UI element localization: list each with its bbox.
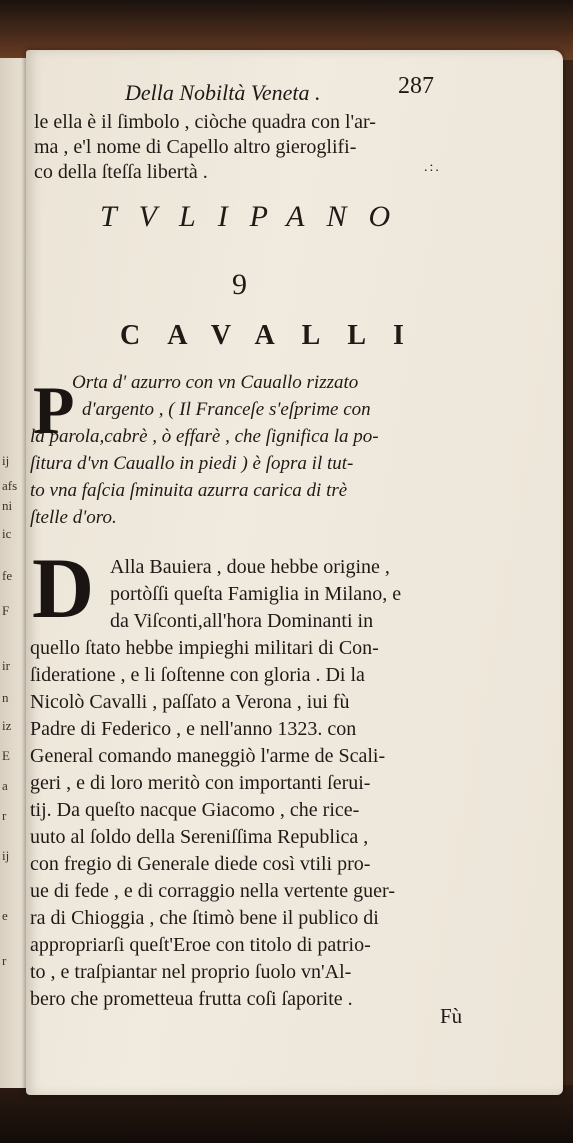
text-line: ra di Chioggia , che ſtimò bene il publico di [30, 907, 379, 929]
prev-page-mark: F [2, 603, 10, 618]
text-line: to vna faſcia ſminuita azurra carica di trè [30, 480, 348, 501]
section-number: 9 [232, 268, 247, 301]
section-title: TVLIPANO [100, 200, 413, 233]
text-line: Alla Bauiera , doue hebbe origine , [110, 556, 390, 578]
prev-page-mark: r [2, 953, 7, 968]
prev-page-mark: n [2, 690, 9, 705]
prev-page-mark: ij [2, 848, 10, 863]
ornament: .:. [424, 160, 441, 175]
text-line: ma , e'l nome di Capello altro gieroglifi- [34, 136, 357, 158]
text-line: co della ſteſſa libertà . [34, 161, 208, 183]
text-line: appropriarſi queſt'Eroe con titolo di patrio- [30, 934, 371, 956]
prev-page-mark: fe [2, 568, 13, 583]
text-line: tij. Da queſto nacque Giacomo , che rice- [30, 799, 360, 821]
text-line: la parola,cabrè , ò effarè , che ſignifica la po- [30, 426, 379, 447]
text-line: bero che prometteua frutta coſi ſaporite . [30, 988, 353, 1010]
text-line: con fregio di Generale diede così vtili pro- [30, 853, 371, 875]
text-line: ſitura d'vn Cauallo in piedi ) è ſopra il tut- [30, 453, 354, 474]
text-line: General comando maneggiò l'arme de Scali- [30, 745, 386, 767]
prev-page-mark: e [2, 908, 8, 923]
drop-cap: D [32, 540, 95, 636]
prev-page-mark: r [2, 808, 7, 823]
text-line: to , e traſpiantar nel proprio ſuolo vn'Al- [30, 961, 352, 983]
catchword: Fù [440, 1004, 463, 1028]
prev-page-mark: a [2, 778, 8, 793]
text-line: ſideratione , e li ſoſtenne con gloria . Di la [30, 664, 365, 686]
page-number: 287 [398, 73, 434, 99]
text-line: portòſſi queſta Famiglia in Milano, e [110, 583, 402, 605]
text-line: Nicolò Cavalli , paſſato a Verona , iui fù [30, 691, 350, 713]
prev-page-mark: ir [2, 658, 10, 673]
text-line: Orta d' azurro con vn Cauallo rizzato [72, 372, 359, 393]
prev-page-mark: iz [2, 718, 12, 733]
text-line: d'argento , ( Il Franceſe s'eſprime con [82, 399, 371, 420]
family-name: CAVALLI [120, 320, 431, 351]
text-line: ue di fede , e di corraggio nella vertente guer- [30, 880, 395, 902]
text-line: geri , e di loro meritò con importanti ſerui- [30, 772, 371, 794]
prev-page-mark: ic [2, 526, 12, 541]
text-line: le ella è il ſimbolo , ciòche quadra con l'ar- [34, 111, 376, 133]
running-title: Della Nobiltà Veneta . [125, 80, 321, 105]
prev-page-mark: ij [2, 453, 10, 468]
drop-cap: P [33, 372, 75, 448]
prev-page-mark: E [2, 748, 10, 763]
text-line: quello ſtato hebbe impieghi militari di Con- [30, 637, 379, 659]
prev-page-mark: ni [2, 498, 13, 513]
text-line: ſtelle d'oro. [30, 507, 117, 528]
text-line: Padre di Federico , e nell'anno 1323. con [30, 718, 357, 740]
text-line: uuto al ſoldo della Sereniſſima Republica , [30, 826, 369, 848]
prev-page-mark: afs [2, 478, 18, 493]
text-line: da Viſconti,all'hora Dominanti in [110, 610, 374, 632]
